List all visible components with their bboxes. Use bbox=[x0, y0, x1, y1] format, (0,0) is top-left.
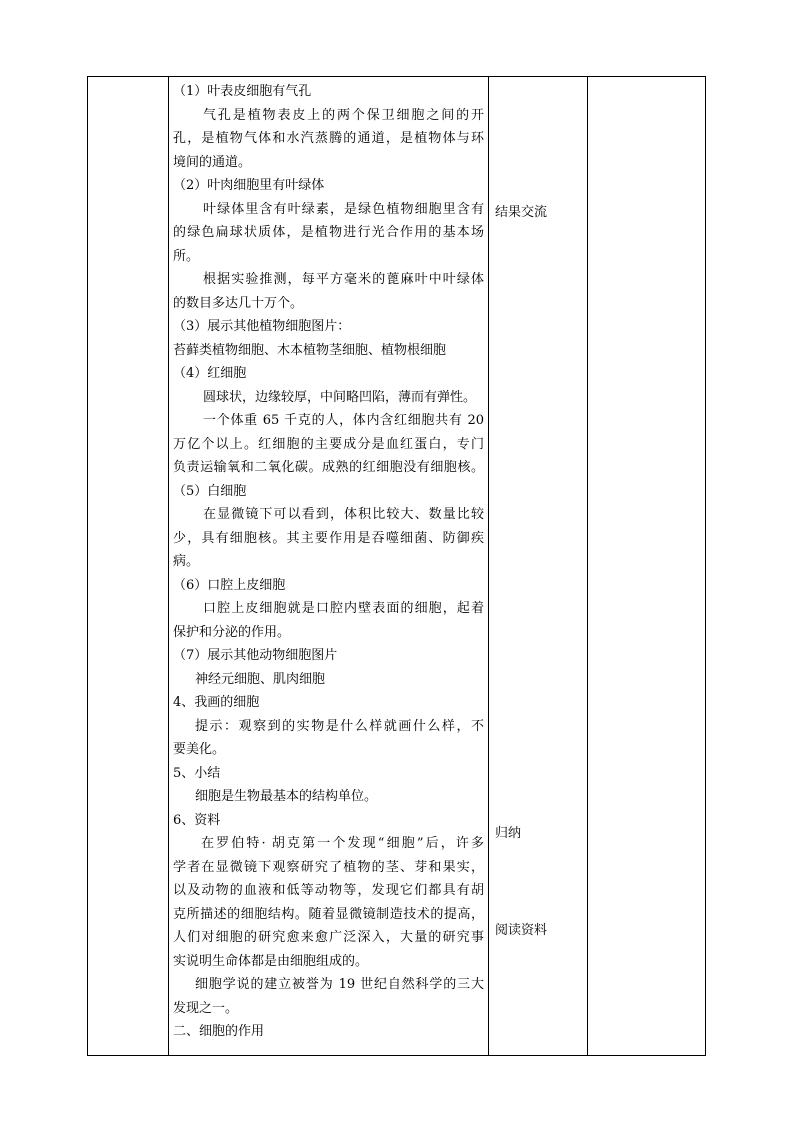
content-line: 5、小结 bbox=[173, 765, 221, 781]
lesson-table bbox=[87, 76, 706, 1056]
content-line: （1）叶表皮细胞有气孔 bbox=[173, 84, 312, 99]
content-line: 少，具有细胞核。其主要作用是吞噬细菌、防御疾 bbox=[173, 530, 484, 546]
content-line: （7）展示其他动物细胞图片 bbox=[173, 648, 338, 663]
content-line: （6）口腔上皮细胞 bbox=[173, 577, 286, 593]
content-line: 6、资料 bbox=[173, 812, 221, 828]
content-line: 神经元细胞、肌肉细胞 bbox=[195, 671, 326, 687]
content-line: 万亿个以上。红细胞的主要成分是血红蛋白，专门 bbox=[173, 436, 484, 452]
content-line: 气孔是植物表皮上的两个保卫细胞之间的开 bbox=[203, 107, 484, 123]
content-line: 实说明生命体都是由细胞组成的。 bbox=[173, 953, 369, 969]
content-line: （2）叶肉细胞里有叶绿体 bbox=[173, 178, 325, 193]
side-note-summary: 归纳 bbox=[495, 826, 522, 841]
content-line: 境间的通道。 bbox=[173, 154, 252, 170]
content-line: （4）红细胞 bbox=[173, 366, 247, 381]
content-line: 4、我画的细胞 bbox=[173, 695, 260, 710]
content-line: （5）白细胞 bbox=[173, 483, 247, 499]
content-line: 提示：观察到的实物是什么样就画什么样，不 bbox=[195, 718, 484, 734]
content-line: 以及动物的血液和低等动物等，发现它们都具有胡 bbox=[173, 883, 484, 898]
content-line: 负责运输氧和二氧化碳。成熟的红细胞没有细胞核。 bbox=[173, 460, 484, 475]
side-note-reading: 阅读资料 bbox=[495, 923, 548, 938]
column-divider bbox=[488, 77, 489, 1055]
content-line: 学者在显微镜下观察研究了植物的茎、芽和果实， bbox=[173, 859, 484, 875]
side-note-results: 结果交流 bbox=[495, 205, 548, 220]
content-line: （3）展示其他植物细胞图片： bbox=[173, 319, 351, 334]
content-line: 保护和分泌的作用。 bbox=[173, 624, 291, 640]
content-line: 苔藓类植物细胞、木本植物茎细胞、植物根细胞 bbox=[173, 342, 447, 358]
content-line: 病。 bbox=[173, 554, 200, 569]
content-line: 在显微镜下可以看到，体积比较大、数量比较 bbox=[203, 507, 484, 522]
content-line: 发现之一。 bbox=[173, 1000, 239, 1016]
content-line: 所。 bbox=[173, 248, 200, 264]
content-line: 克所描述的细胞结构。随着显微镜制造技术的提高， bbox=[173, 906, 484, 922]
content-line: 二、细胞的作用 bbox=[173, 1024, 265, 1039]
content-line: 一个体重 65 千克的人，体内含红细胞共有 20 bbox=[203, 413, 484, 428]
content-line: 人们对细胞的研究愈来愈广泛深入，大量的研究事 bbox=[173, 930, 484, 945]
column-divider bbox=[587, 77, 588, 1055]
content-line: 叶绿体里含有叶绿素，是绿色植物细胞里含有 bbox=[203, 201, 484, 217]
content-line: 细胞是生物最基本的结构单位。 bbox=[195, 789, 378, 804]
teaching-content-cell bbox=[168, 77, 488, 1055]
content-line: 细胞学说的建立被誉为 19 世纪自然科学的三大 bbox=[195, 977, 484, 992]
content-line: 口腔上皮细胞就是口腔内壁表面的细胞，起着 bbox=[203, 601, 484, 616]
content-line: 根据实验推测，每平方毫米的蓖麻叶中叶绿体 bbox=[203, 272, 484, 287]
content-line: 的绿色扁球状质体，是植物进行光合作用的基本场 bbox=[173, 225, 484, 240]
content-line: 要美化。 bbox=[173, 742, 226, 757]
content-line: 圆球状，边缘较厚，中间略凹陷，薄而有弹性。 bbox=[203, 389, 477, 405]
content-line: 孔，是植物气体和水汽蒸腾的通道，是植物体与环 bbox=[173, 131, 484, 146]
content-line: 的数目多达几十万个。 bbox=[173, 295, 304, 311]
content-line: 在罗伯特· 胡克第一个发现“细胞”后，许多 bbox=[201, 836, 484, 851]
